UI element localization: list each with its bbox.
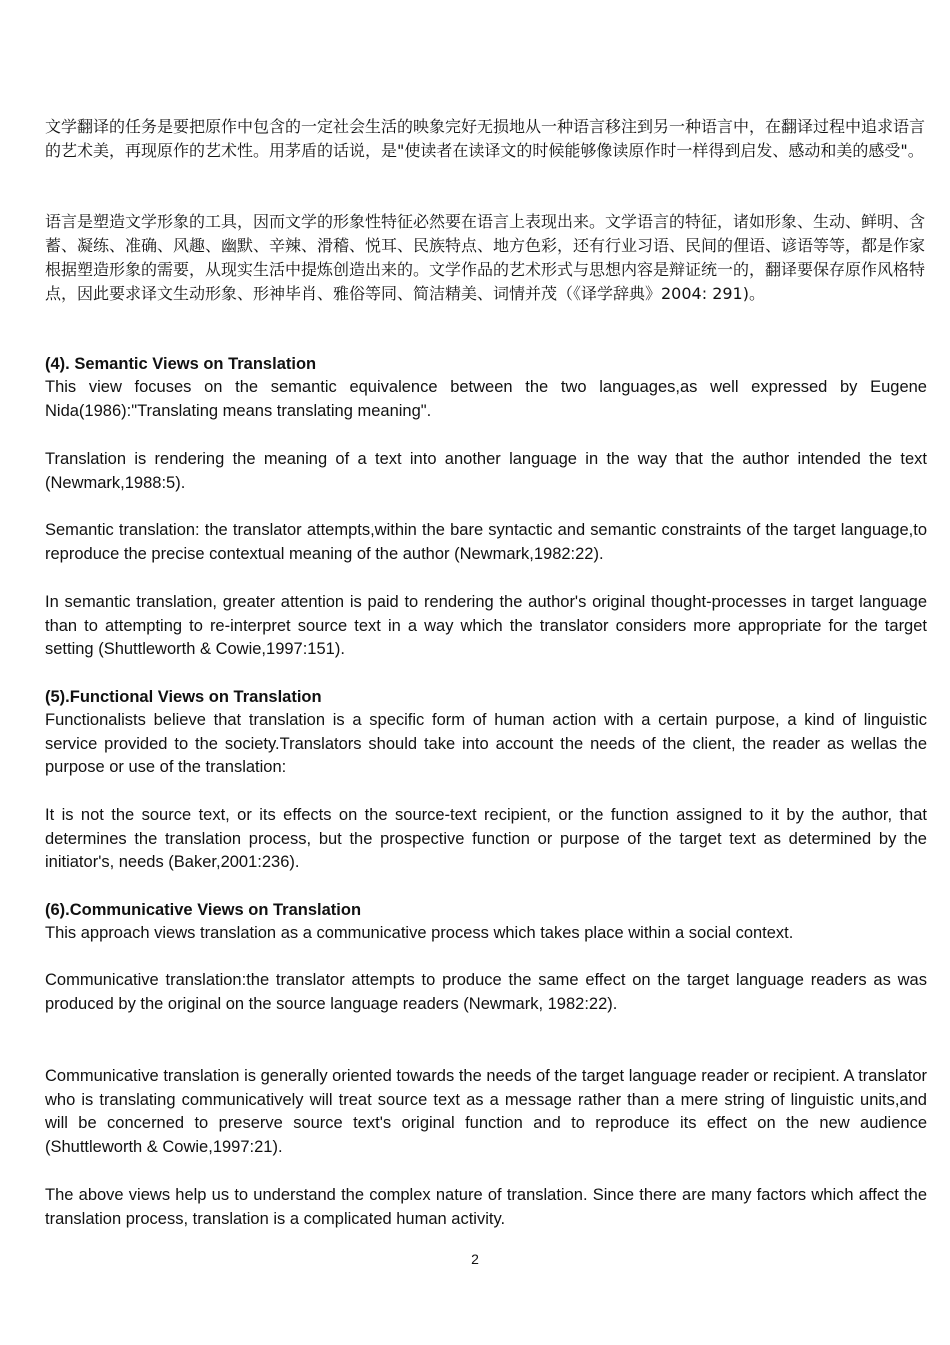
communicative-paragraph-2: Communicative translation:the translator attempts to produce the same effect on the target language readers as was produced by the original on the source language readers (Newmark, 1982:22). xyxy=(45,971,927,1013)
zh-paragraph-1: 文学翻译的任务是要把原作中包含的一定社会生活的映象完好无损地从一种语言移注到另一种语言中，在翻译过程中追求语言的艺术美，再现原作的艺术性。用茅盾的话说，是"使读者在读译文的时候能够像读原作时一样得到启发、感动和美的感受"。 xyxy=(45,117,926,160)
page-number: 2 xyxy=(471,1251,479,1267)
section-heading-communicative: (6).Communicative Views on Translation xyxy=(45,901,362,919)
functional-paragraph-1: Functionalists believe that translation is a specific form of human action with a certain purpose, a kind of linguistic service provided to the society.Translators should take into account the needs of the client, the reader as wellas the purpose or use of the translation: xyxy=(45,711,927,776)
zh-paragraph-2: 语言是塑造文学形象的工具，因而文学的形象性特征必然要在语言上表现出来。文学语言的特征，诸如形象、生动、鲜明、含蓄、凝练、准确、风趣、幽默、辛辣、滑稽、悦耳、民族特点、地方色彩，还有行业习语、民间的俚语、谚语等等，都是作家根据塑造形象的需要，从现实生活中提炼创造出来的。文学作品的艺术形式与思想内容是辩证统一的，翻译要保存原作风格特点，因此要求译文生动形象、形神毕肖、雅俗等同、简洁精美、词情并茂（《译学辞典》2004: 291)。 xyxy=(45,212,926,303)
conclusion-paragraph: The above views help us to understand the complex nature of translation. Since there are many factors which affect the translation process, translation is a complicated human activity. xyxy=(45,1186,927,1228)
communicative-paragraph-1: This approach views translation as a communicative process which takes place within a social context. xyxy=(45,924,794,942)
section-heading-functional: (5).Functional Views on Translation xyxy=(45,688,322,706)
semantic-paragraph-2: Translation is rendering the meaning of a text into another language in the way that the author intended the text (Newmark,1988:5). xyxy=(45,450,927,492)
semantic-paragraph-4: In semantic translation, greater attention is paid to rendering the author's original thought-processes in target language than to attempting to re-interpret source text in a way which the translator considers more appropriate for the target setting (Shuttleworth & Cowie,1997:151). xyxy=(45,593,927,658)
functional-paragraph-2: It is not the source text, or its effects on the source-text recipient, or the function assigned to it by the author, that determines the translation process, but the prospective function or purpose of the target text as determined by the initiator's, needs (Baker,2001:236). xyxy=(45,806,927,871)
communicative-paragraph-3: Communicative translation is generally oriented towards the needs of the target language reader or recipient. A translator who is translating communicatively will treat source text as a message rather than a mere string of linguistic units,and will be concerned to preserve source text's original function and to reproduce its effect on the new audience (Shuttleworth & Cowie,1997:21). xyxy=(45,1067,927,1156)
semantic-paragraph-3: Semantic translation: the translator attempts,within the bare syntactic and semantic constraints of the target language,to reproduce the precise contextual meaning of the author (Newmark,1982:22). xyxy=(45,521,927,563)
semantic-paragraph-1: This view focuses on the semantic equivalence between the two languages,as well expressed by Eugene Nida(1986):"Translating means translating meaning". xyxy=(45,378,927,420)
section-heading-semantic: (4). Semantic Views on Translation xyxy=(45,355,317,373)
